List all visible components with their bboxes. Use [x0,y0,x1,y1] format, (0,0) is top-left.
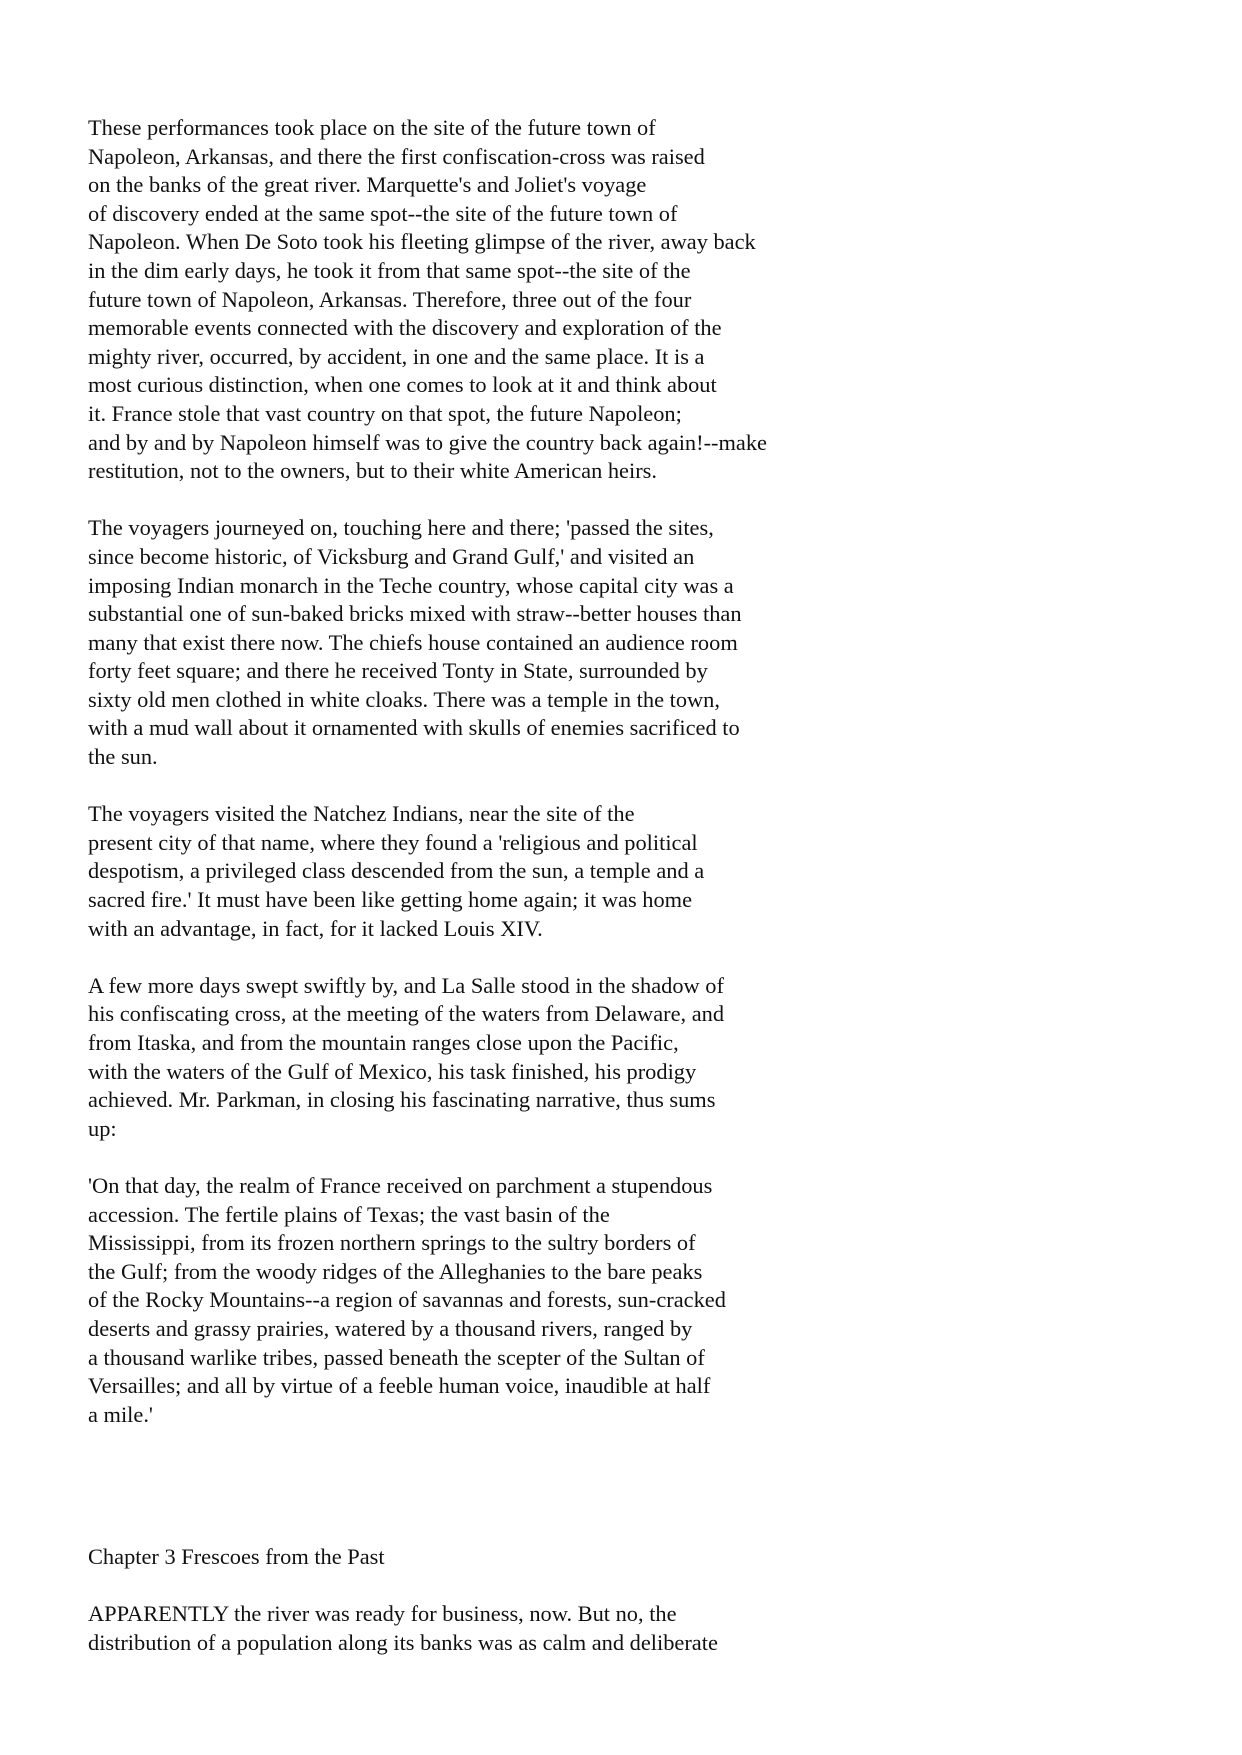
text-line: Versailles; and all by virtue of a feeble human voice, inaudible at half [88,1373,711,1399]
text-line: despotism, a privileged class descended from the sun, a temple and a [88,858,705,884]
text-line: APPARENTLY the river was ready for business, now. But no, the [88,1601,677,1627]
paragraph-parkman-quote [88,1172,1188,1429]
text-line: sacred fire.' It must have been like getting home again; it was home [88,887,693,913]
text-line: a mile.' [88,1401,153,1427]
text-line: A few more days swept swiftly by, and La Salle stood in the shadow of [88,972,724,998]
text-line: the Gulf; from the woody ridges of the Alleghanies to the bare peaks [88,1258,703,1284]
chapter-title: Chapter 3 Frescoes from the Past [88,1543,385,1569]
paragraph-chapter-opening [88,1600,1188,1657]
text-line: his confiscating cross, at the meeting of the waters from Delaware, and [88,1001,725,1027]
text-line: and by and by Napoleon himself was to give the country back again!--make [88,429,767,455]
text-line: mighty river, occurred, by accident, in one and the same place. It is a [88,343,705,369]
text-line: up: [88,1115,117,1141]
text-line: most curious distinction, when one comes to look at it and think about [88,372,717,398]
text-line: it. France stole that vast country on that spot, the future Napoleon; [88,400,682,426]
text-line: on the banks of the great river. Marquette's and Joliet's voyage [88,172,647,198]
text-line: sixty old men clothed in white cloaks. There was a temple in the town, [88,686,720,712]
text-line: of the Rocky Mountains--a region of savannas and forests, sun-cracked [88,1287,726,1313]
text-line: memorable events connected with the discovery and exploration of the [88,315,722,341]
text-line: distribution of a population along its banks was as calm and deliberate [88,1629,718,1655]
paragraph-la-salle [88,972,1188,1144]
text-line: forty feet square; and there he received Tonty in State, surrounded by [88,658,708,684]
text-line: Mississippi, from its frozen northern springs to the sultry borders of [88,1230,696,1256]
text-line: from Itaska, and from the mountain ranges close upon the Pacific, [88,1030,679,1055]
text-line: since become historic, of Vicksburg and Grand Gulf,' and visited an [88,543,695,569]
text-line: a thousand warlike tribes, passed beneath the scepter of the Sultan of [88,1344,705,1370]
text-line: The voyagers visited the Natchez Indians, near the site of the [88,801,635,827]
text-line: many that exist there now. The chiefs house contained an audience room [88,629,738,655]
text-line: in the dim early days, he took it from that same spot--the site of the [88,257,691,283]
text-line: The voyagers journeyed on, touching here and there; 'passed the sites, [88,515,714,541]
text-line: the sun. [88,744,158,770]
text-line: accession. The fertile plains of Texas; the vast basin of the [88,1201,610,1227]
paragraph-natchez [88,800,1188,943]
text-line: imposing Indian monarch in the Teche country, whose capital city was a [88,572,734,598]
text-line: These performances took place on the site of the future town of [88,115,656,140]
text-line: with the waters of the Gulf of Mexico, his task finished, his prodigy [88,1058,697,1084]
text-line: with a mud wall about it ornamented with skulls of enemies sacrificed to [88,715,740,741]
text-line: 'On that day, the realm of France received on parchment a stupendous [88,1172,713,1198]
text-line: Napoleon. When De Soto took his fleeting glimpse of the river, away back [88,229,756,255]
chapter-spacer [88,1458,1188,1543]
paragraph-voyagers-journey [88,514,1188,771]
text-line: of discovery ended at the same spot--the site of the future town of [88,200,678,226]
text-line: substantial one of sun-baked bricks mixed with straw--better houses than [88,601,742,627]
text-line: present city of that name, where they found a 'religious and political [88,829,698,855]
chapter-heading [88,1543,1188,1572]
text-line: with an advantage, in fact, for it lacked Louis XIV. [88,915,543,941]
text-line: future town of Napoleon, Arkansas. Therefore, three out of the four [88,286,692,312]
text-line: restitution, not to the owners, but to their white American heirs. [88,458,657,484]
paragraph-napoleon [88,114,1188,486]
text-line: deserts and grassy prairies, watered by a thousand rivers, ranged by [88,1315,693,1341]
text-line: achieved. Mr. Parkman, in closing his fascinating narrative, thus sums [88,1087,716,1113]
document-page [88,114,1188,1686]
text-line: Napoleon, Arkansas, and there the first confiscation-cross was raised [88,143,705,169]
